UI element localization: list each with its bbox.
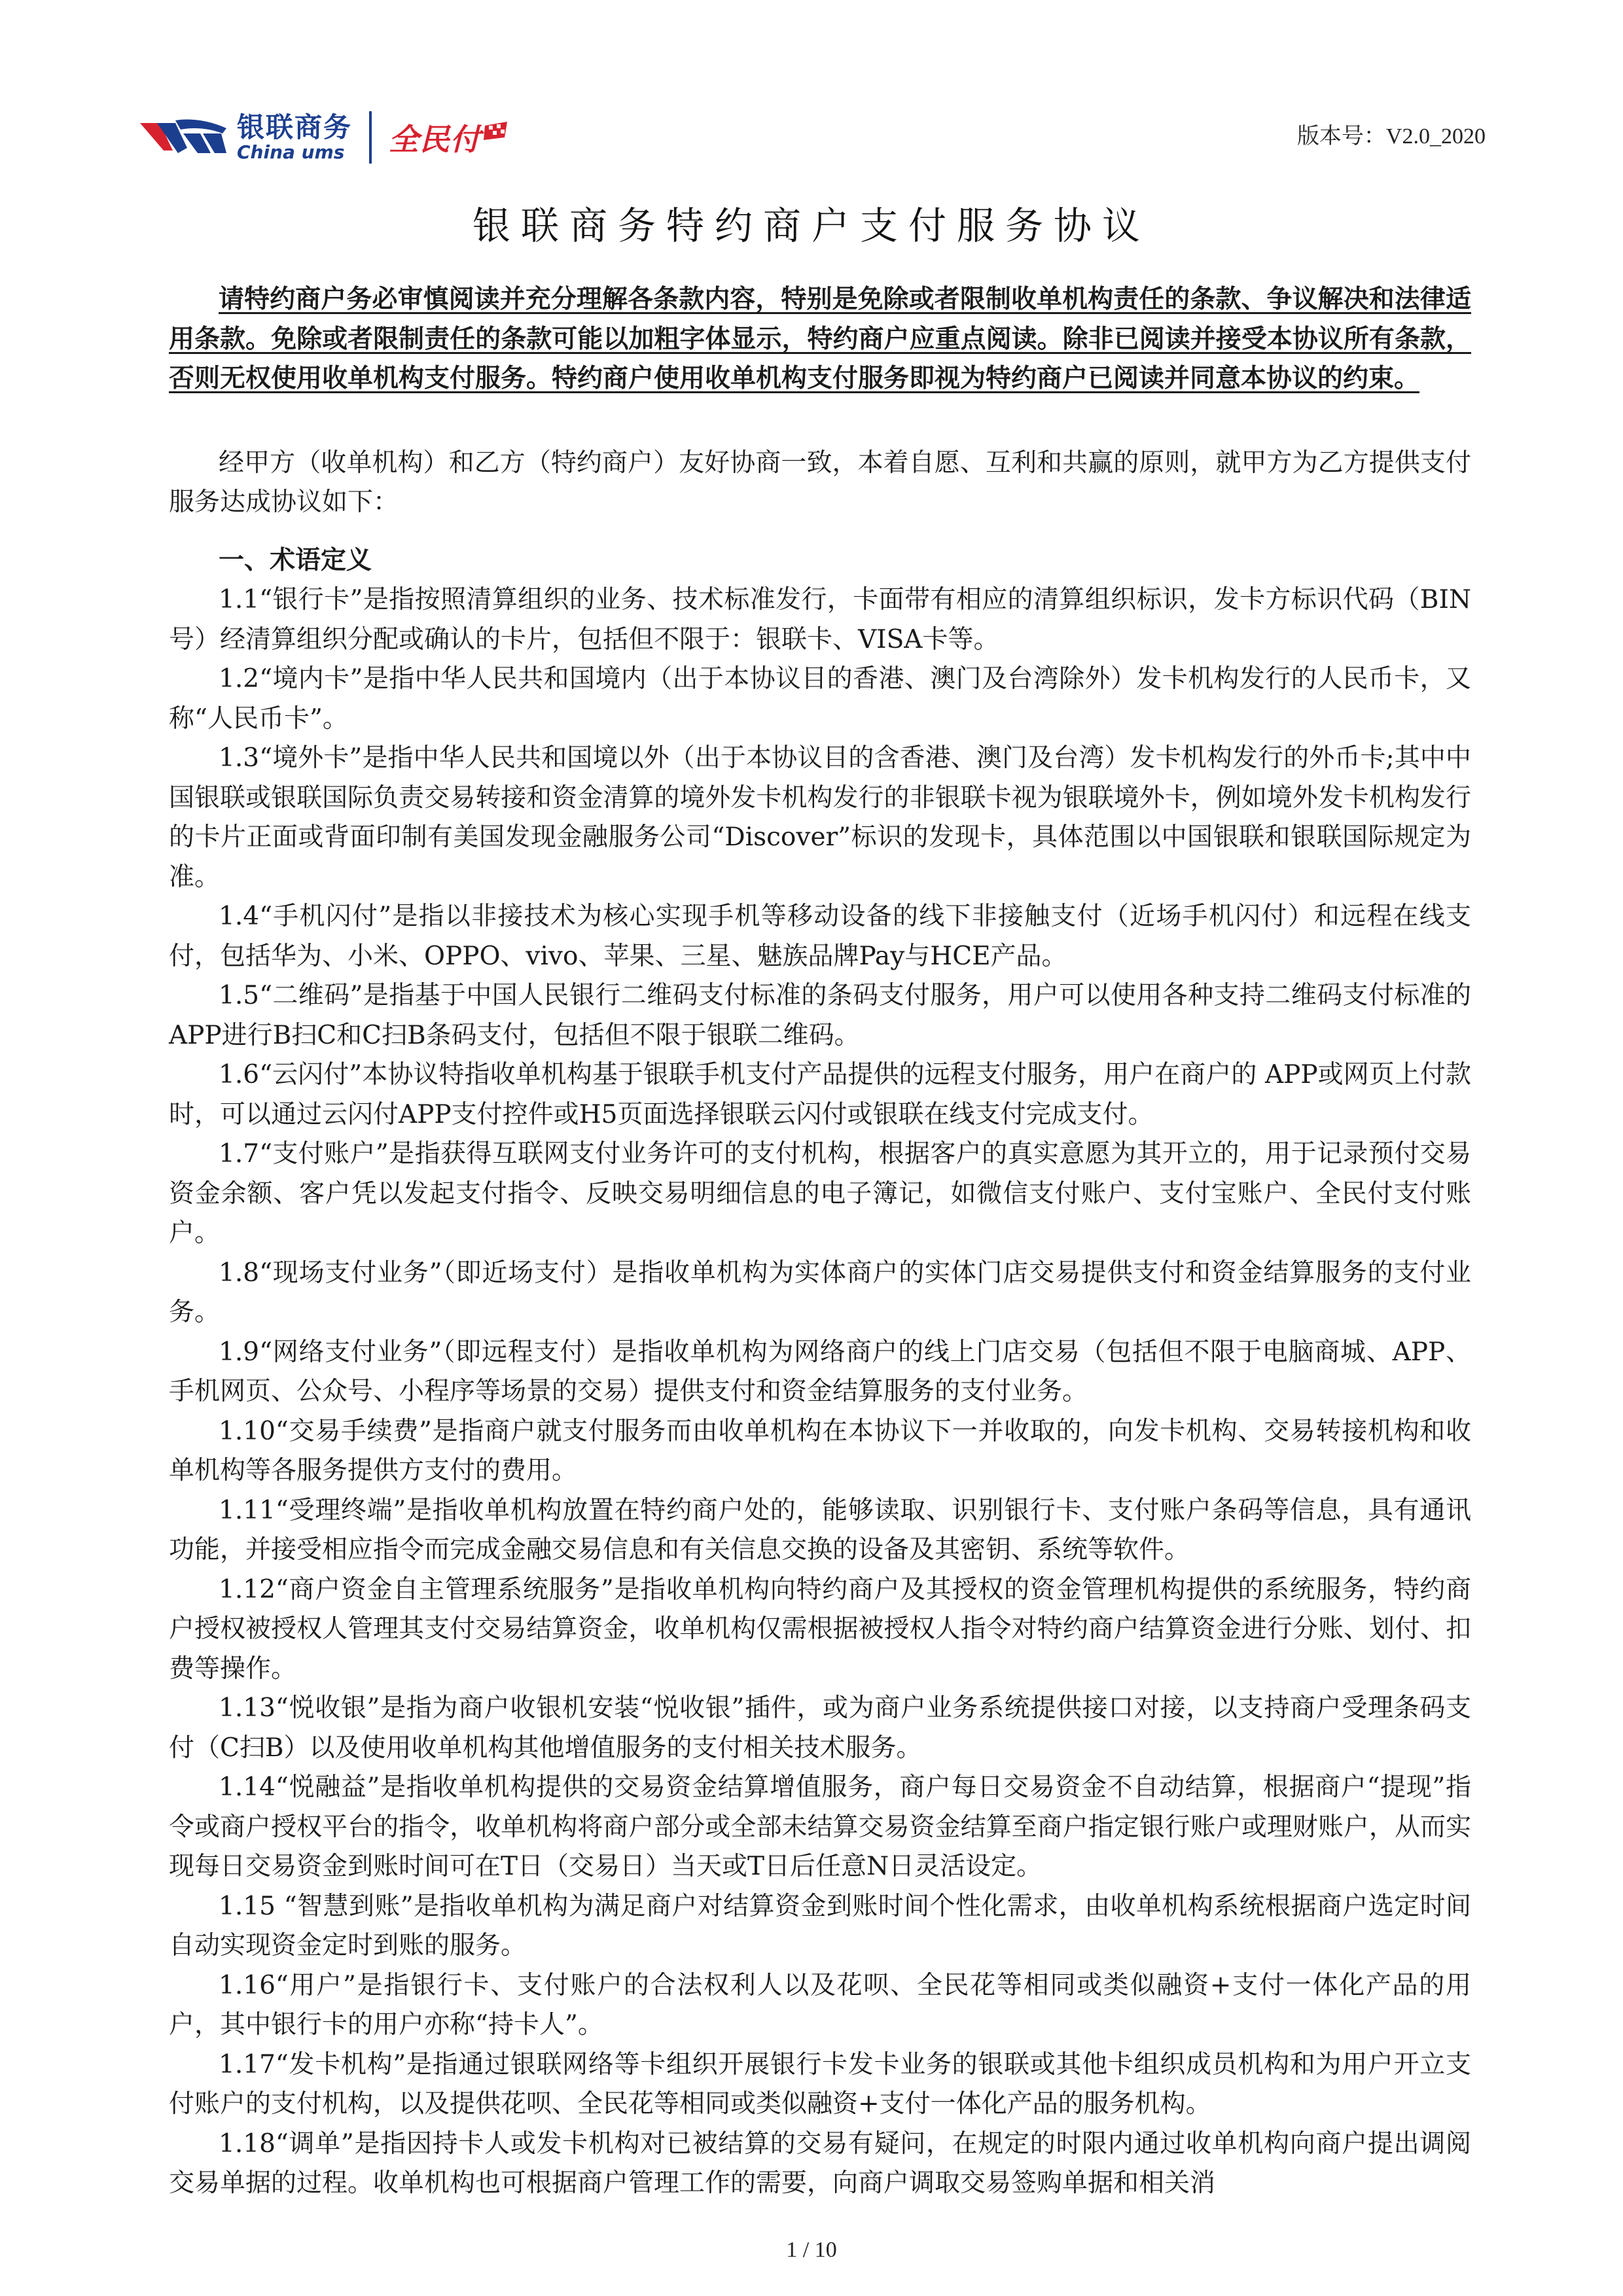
page-header [137,105,1486,177]
logo-divider [369,111,372,164]
clause-1-4: 1.4“手机闪付”是指以非接技术为核心实现手机等移动设备的线下非接触支付（近场手机闪付）和远程在线支付，包括华为、小米、OPPO、vivo、苹果、三星、魅族品牌Pay与HCE产品。 [169,902,1471,971]
quanminfu-logo [389,111,511,164]
clause-1-17: 1.17“发卡机构”是指通过银联网络等卡组织开展银行卡发卡业务的银联或其他卡组织成员机构和为用户开立支付账户的支付机构，以及提供花呗、全民花等相同或类似融资+支付一体化产品的服务机构。 [169,2049,1471,2119]
chinaums-wordmark [237,113,352,162]
clause-1-5: 1.5“二维码”是指基于中国人民银行二维码支付标准的条码支付服务，用户可以使用各种支持二维码支付标准的APP进行B扫C和C扫B条码支付，包括但不限于银联二维码。 [169,981,1471,1050]
page-number: 1 / 10 [786,2238,837,2262]
clause-1-11: 1.11“受理终端”是指收单机构放置在特约商户处的，能够读取、识别银行卡、支付账户条码等信息，具有通讯功能，并接受相应指令而完成金融交易信息和有关信息交换的设备及其密钥、系统等软件。 [169,1495,1471,1564]
logo-cn-text: 银联商务 [237,111,353,143]
quanminfu-logo-text: 全民付 [389,122,482,157]
version-label: 版本号：V2.0_2020 [1296,124,1486,149]
clause-1-1: 1.1“银行卡”是指按照清算组织的业务、技术标准发行，卡面带有相应的清算组织标识，发卡方标识代码（BIN号）经清算组织分配或确认的卡片，包括但不限于：银联卡、VISA卡等。 [169,585,1471,654]
clause-1-14: 1.14“悦融益”是指收单机构提供的交易资金结算增值服务，商户每日交易资金不自动结算，根据商户“提现”指令或商户授权平台的指令，收单机构将商户部分或全部未结算交易资金结算至商户指定银行账户或理财账户，从而实现每日交易资金到账时间可在T日（交易日）当天或T日后任意N日灵活设定。 [169,1773,1471,1881]
clause-1-2: 1.2“境内卡”是指中华人民共和国境内（出于本协议目的香港、澳门及台湾除外）发卡机构发行的人民币卡，又称“人民币卡”。 [169,664,1471,733]
clause-1-3: 1.3“境外卡”是指中华人民共和国境以外（出于本协议目的含香港、澳门及台湾）发卡机构发行的外币卡;其中中国银联或银联国际负责交易转接和资金清算的境外发卡机构发行的非银联卡视为银联境外卡，例如境外发卡机构发行的卡片正面或背面印制有美国发现金融服务公司“Discover”标识的发现卡，具体范围以中国银联和银联国际规定为准。 [169,743,1471,892]
document-title: 银联商务特约商户支付服务协议 [472,203,1150,248]
clause-1-7: 1.7“支付账户”是指获得互联网支付业务许可的支付机构，根据客户的真实意愿为其开立的，用于记录预付交易资金余额、客户凭以发起支付指令、反映交易明细信息的电子簿记，如微信支付账户、支付宝账户、全民付支付账户。 [169,1139,1471,1248]
brand-logos [137,105,511,170]
clause-1-10: 1.10“交易手续费”是指商户就支付服务而由收单机构在本协议下一并收取的，向发卡机构、交易转接机构和收单机构等各服务提供方支付的费用。 [169,1416,1471,1485]
clause-1-9: 1.9“网络支付业务”（即远程支付）是指收单机构为网络商户的线上门店交易（包括但不限于电脑商城、APP、手机网页、公众号、小程序等场景的交易）提供支付和资金结算服务的支付业务。 [169,1337,1471,1406]
logo-en-text: China ums [237,141,345,163]
clause-1-12: 1.12“商户资金自主管理系统服务”是指收单机构向特约商户及其授权的资金管理机构提供的系统服务，特约商户授权被授权人管理其支付交易结算资金，收单机构仅需根据被授权人指令对特约商户结算资金进行分账、划付、扣费等操作。 [169,1574,1471,1684]
clause-1-16: 1.16“用户”是指银行卡、支付账户的合法权利人以及花呗、全民花等相同或类似融资+支付一体化产品的用户，其中银行卡的用户亦称“持卡人”。 [169,1970,1471,2040]
clause-1-8: 1.8“现场支付业务”（即近场支付）是指收单机构为实体商户的实体门店交易提供支付和资金结算服务的支付业务。 [169,1258,1471,1327]
clause-1-18: 1.18“调单”是指因持卡人或发卡机构对已被结算的交易有疑问，在规定的时限内通过收单机构向商户提出调阅交易单据的过程。收单机构也可根据商户管理工作的需要，向商户调取交易签购单据和相关消 [169,2128,1471,2198]
clause-1-6: 1.6“云闪付”本协议特指收单机构基于银联手机支付产品提供的远程支付服务，用户在商户的 APP或网页上付款时，可以通过云闪付APP支付控件或H5页面选择银联云闪付或银联在线支付完成支付。 [169,1060,1471,1129]
document-body [169,280,1471,2204]
clause-1-13: 1.13“悦收银”是指为商户收银机安装“悦收银”插件，或为商户业务系统提供接口对接，以支持商户受理条码支付（C扫B）以及使用收单机构其他增值服务的支付相关技术服务。 [169,1693,1471,1763]
clause-1-15: 1.15 “智慧到账”是指收单机构为满足商户对结算资金到账时间个性化需求，由收单机构系统根据商户选定时间自动实现资金定时到账的服务。 [169,1891,1471,1960]
important-notice: 请特约商户务必审慎阅读并充分理解各条款内容，特别是免除或者限制收单机构责任的条款、争议解决和法律适用条款。免除或者限制责任的条款可能以加粗字体显示，特约商户应重点阅读。除非已阅读并接受本协议所有条款，否则无权使用收单机构支付服务。特约商户使用收单机构支付服务即视为特约商户已阅读并同意本协议的约束。 [169,285,1471,393]
section-heading: 一、术语定义 [219,545,372,575]
checkered-flag-icon [481,118,511,157]
intro-paragraph: 经甲方（收单机构）和乙方（特约商户）友好协商一致，本着自愿、互利和共赢的原则，就甲方为乙方提供支付服务达成协议如下： [169,448,1471,517]
chinaums-logo-icon [137,114,229,161]
